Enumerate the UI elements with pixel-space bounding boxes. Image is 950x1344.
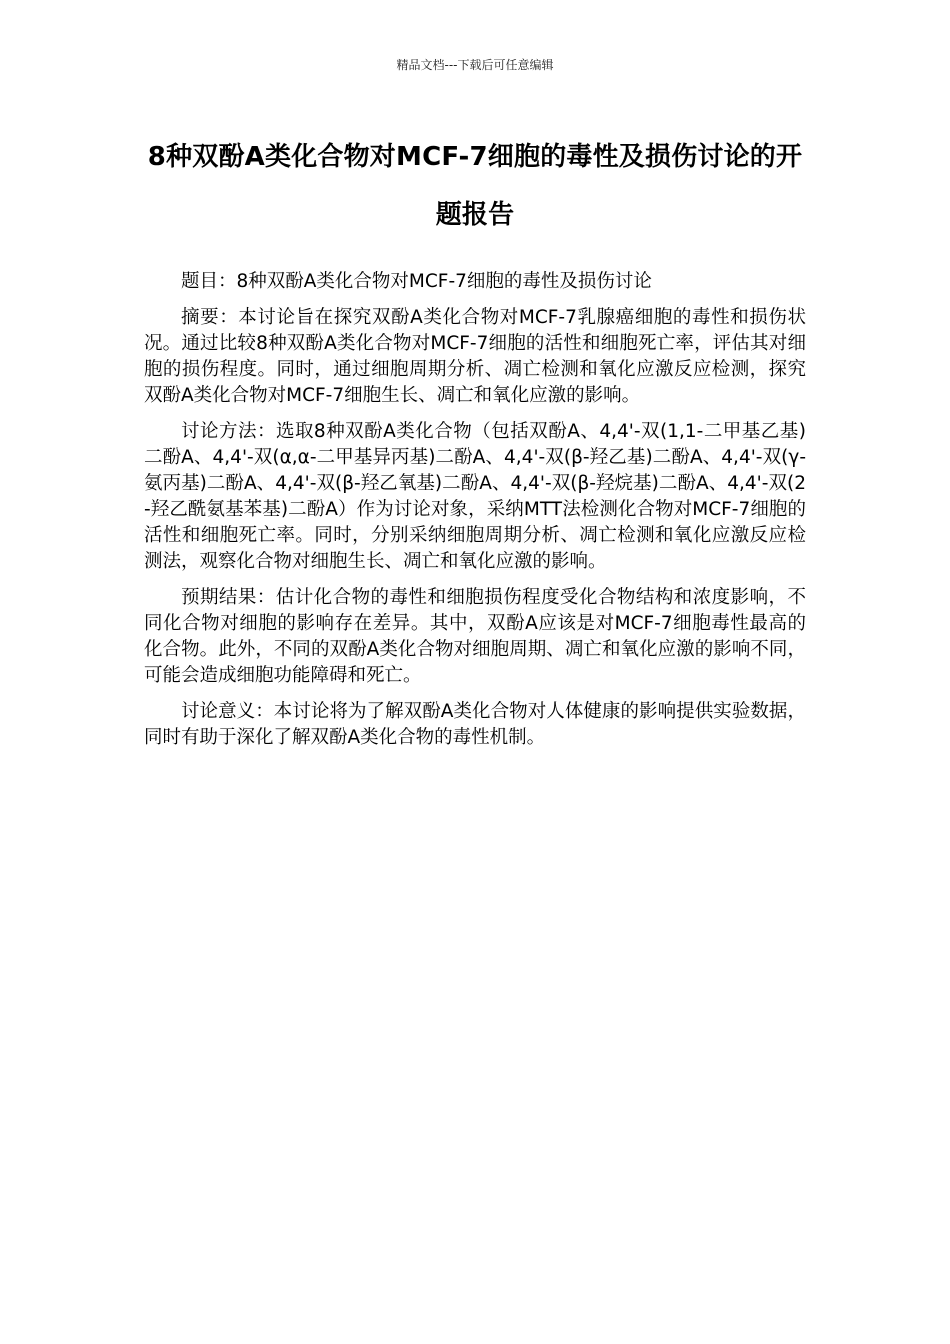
methods-paragraph: 讨论方法：选取8种双酚A类化合物（包括双酚A、4,4'-双(1,1-二甲基乙基)二酚A、4,4'-双(α,α-二甲基异丙基)二酚A、4,4'-双(β-羟乙基)二酚A、4,4'-双(γ-氨丙基)二酚A、4,4'-双(β-羟乙氧基)二酚A、4,4'-双(β-羟烷基)二酚A、4,4'-双(2-羟乙酰氨基苯基)二酚A）作为讨论对象，采纳MTT法检测化合物对MCF-7细胞的活性和细胞死亡率。同时，分别采纳细胞周期分析、凋亡检测和氧化应激反应检测法，观察化合物对细胞生长、凋亡和氧化应激的影响。 xyxy=(144,421,806,572)
document-body xyxy=(144,269,806,761)
document-title: 8种双酚A类化合物对MCF-7细胞的毒性及损伤讨论的开题报告 xyxy=(147,142,803,230)
abstract-paragraph: 摘要：本讨论旨在探究双酚A类化合物对MCF-7乳腺癌细胞的毒性和损伤状况。通过比较8种双酚A类化合物对MCF-7细胞的活性和细胞死亡率，评估其对细胞的损伤程度。同时，通过细胞周期分析、凋亡检测和氧化应激反应检测，探究双酚A类化合物对MCF-7细胞生长、凋亡和氧化应激的影响。 xyxy=(144,307,806,406)
topic-paragraph: 题目：8种双酚A类化合物对MCF-7细胞的毒性及损伤讨论 xyxy=(181,271,652,292)
page-header-note: 精品文档---下载后可任意编辑 xyxy=(396,58,554,72)
significance-paragraph: 讨论意义：本讨论将为了解双酚A类化合物对人体健康的影响提供实验数据，同时有助于深化了解双酚A类化合物的毒性机制。 xyxy=(144,701,806,748)
expected-results-paragraph: 预期结果：估计化合物的毒性和细胞损伤程度受化合物结构和浓度影响，不同化合物对细胞的影响存在差异。其中，双酚A应该是对MCF-7细胞毒性最高的化合物。此外，不同的双酚A类化合物对细胞周期、凋亡和氧化应激的影响不同，可能会造成细胞功能障碍和死亡。 xyxy=(144,587,806,686)
